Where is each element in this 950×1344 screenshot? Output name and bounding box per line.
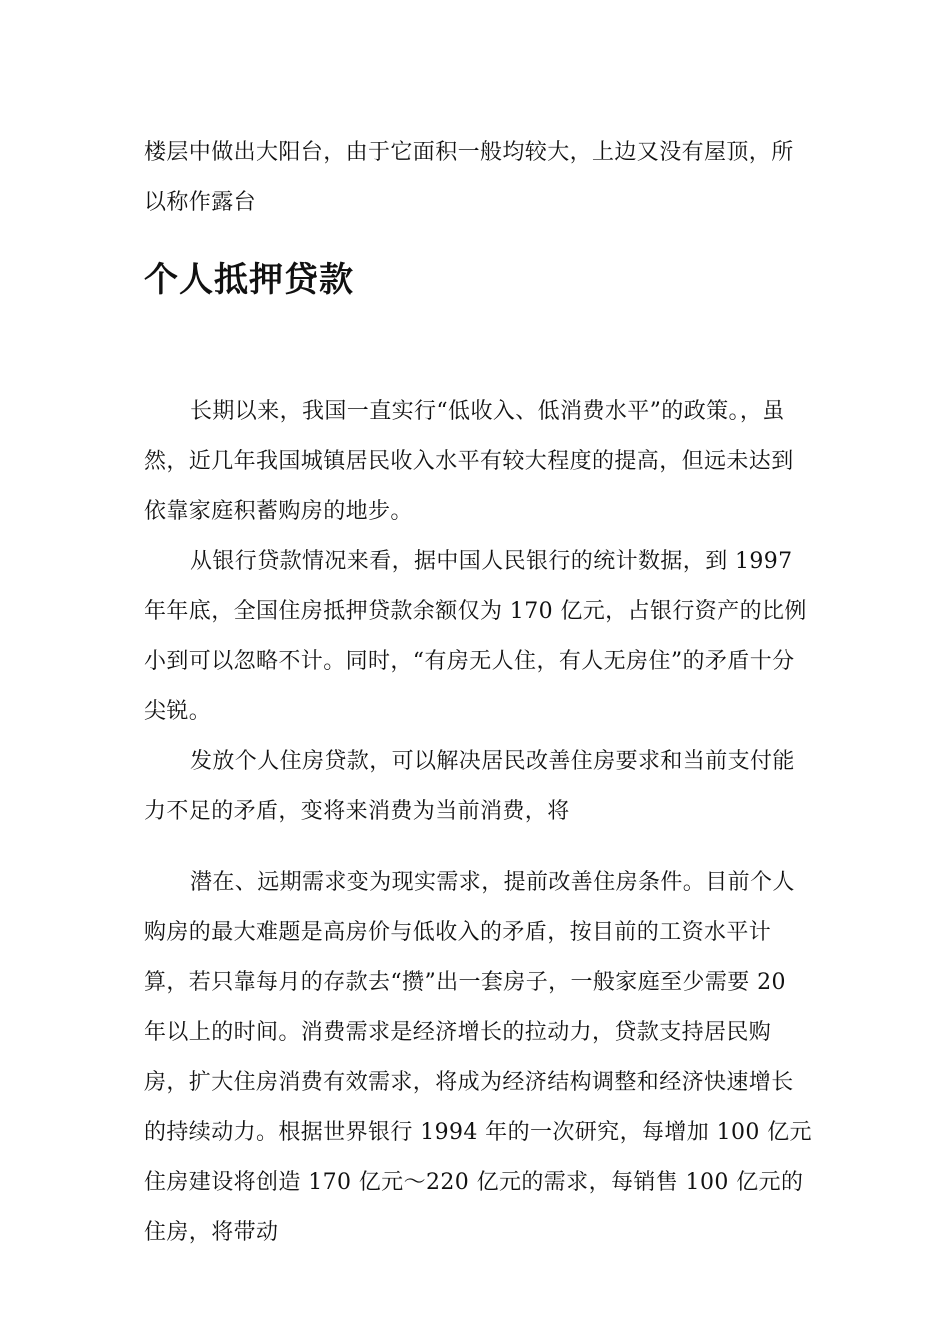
body-text: [144, 387, 812, 837]
paragraph: 长期以来，我国一直实行“低收入、低消费水平”的政策。，虽然，近几年我国城镇居民收入水平有较大程度的提高，但远未达到依靠家庭积蓄购房的地步。: [144, 399, 794, 524]
intro-line: 楼层中做出大阳台，由于它面积一般均较大，上边又没有屋顶，所: [144, 140, 794, 165]
intro-line: 以称作露台: [144, 190, 257, 215]
intro-paragraph: [144, 128, 812, 228]
paragraph: 发放个人住房贷款，可以解决居民改善住房要求和当前支付能力不足的矛盾，变将来消费为当前消费，将: [144, 749, 795, 824]
paragraph: 潜在、远期需求变为现实需求，提前改善住房条件。目前个人购房的最大难题是高房价与低收入的矛盾，按目前的工资水平计算，若只靠每月的存款去“攒”出一套房子，一般家庭至少需要 20 年以上的时间。消费需求是经济增长的拉动力，贷款支持居民购房，扩大住房消费有效需求，将成为经济结构调整和经济快速增长的持续动力。根据世界银行 1994 年的一次研究，每增加 100 亿元住房建设将创造 170 亿元～220 亿元的需求，每销售 100 亿元的住房，将带动: [144, 870, 812, 1245]
body-text-continued: [144, 858, 812, 1258]
paragraph: 从银行贷款情况来看，据中国人民银行的统计数据，到 1997 年年底，全国住房抵押贷款余额仅为 170 亿元，占银行资产的比例小到可以忽略不计。同时，“有房无人住，有人无房住”的矛盾十分尖锐。: [144, 549, 807, 724]
section-heading: 个人抵押贷款: [144, 260, 354, 300]
